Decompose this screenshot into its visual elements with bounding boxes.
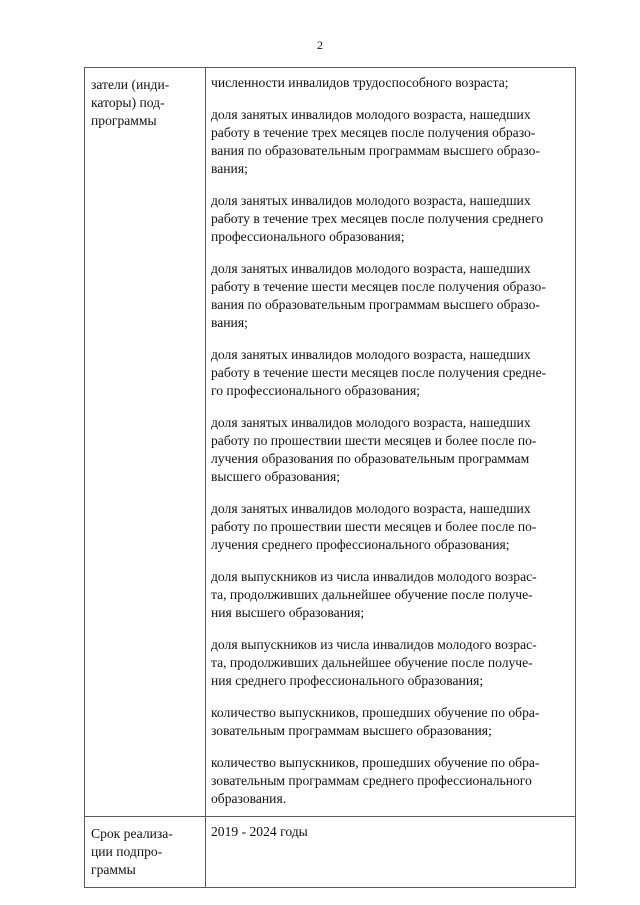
indicator-item bbox=[211, 704, 570, 740]
indicator-line: количество выпускников, прошедших обучение по обра- bbox=[211, 705, 540, 720]
indicator-line: доля занятых инвалидов молодого возраста, нашедших bbox=[211, 415, 531, 430]
table-row bbox=[85, 68, 576, 817]
row-label-cell bbox=[85, 817, 206, 888]
indicator-line: та, продолживших дальнейшее обучение после получе- bbox=[211, 655, 533, 670]
indicator-line: лучения образования по образовательным программам bbox=[211, 451, 530, 466]
row-label-line: затели (инди- bbox=[91, 77, 170, 92]
indicator-line: работу в течение трех месяцев после получения образо- bbox=[211, 125, 536, 140]
indicator-line: профессионального образования; bbox=[211, 229, 405, 244]
indicator-line: доля занятых инвалидов молодого возраста, нашедших bbox=[211, 347, 531, 362]
row-label-cell bbox=[85, 68, 206, 817]
indicator-item bbox=[211, 106, 570, 178]
indicator-line: ния высшего образования; bbox=[211, 605, 365, 620]
passport-table bbox=[84, 67, 576, 888]
indicator-line: доля выпускников из числа инвалидов молодого возрас- bbox=[211, 569, 537, 584]
row-label bbox=[91, 76, 201, 130]
indicator-line: работу в течение трех месяцев после получения среднего bbox=[211, 211, 544, 226]
indicator-line: численности инвалидов трудоспособного возраста; bbox=[211, 75, 509, 90]
indicator-line: высшего образования; bbox=[211, 469, 341, 484]
indicator-line: ния среднего профессионального образования; bbox=[211, 673, 484, 688]
page-number: 2 bbox=[317, 38, 323, 52]
indicator-line: доля выпускников из числа инвалидов молодого возрас- bbox=[211, 637, 537, 652]
row-content-cell bbox=[206, 68, 576, 817]
indicator-line: вания по образовательным программам высшего образо- bbox=[211, 297, 540, 312]
row-label bbox=[91, 825, 201, 879]
row-label-line: граммы bbox=[91, 862, 136, 877]
indicator-line: та, продолживших дальнейшее обучение после получе- bbox=[211, 587, 533, 602]
indicator-line: работу в течение шести месяцев после получения образо- bbox=[211, 279, 546, 294]
indicator-item bbox=[211, 414, 570, 486]
indicator-line: работу в течение шести месяцев после получения средне- bbox=[211, 365, 547, 380]
indicator-line: лучения среднего профессионального образования; bbox=[211, 537, 510, 552]
indicator-item bbox=[211, 823, 570, 841]
indicator-line: количество выпускников, прошедших обучение по обра- bbox=[211, 755, 540, 770]
indicator-line: работу по прошествии шести месяцев и более после по- bbox=[211, 519, 537, 534]
indicator-item bbox=[211, 192, 570, 246]
indicator-item bbox=[211, 74, 570, 92]
indicator-item bbox=[211, 346, 570, 400]
indicator-line: зовательным программам высшего образования; bbox=[211, 723, 492, 738]
indicator-line: образования. bbox=[211, 791, 287, 806]
row-content-cell bbox=[206, 817, 576, 888]
row-label-line: каторы) под- bbox=[91, 95, 165, 110]
passport-table-body bbox=[85, 68, 576, 888]
indicator-line: работу по прошествии шести месяцев и более после по- bbox=[211, 433, 537, 448]
row-label-line: Срок реализа- bbox=[91, 826, 173, 841]
indicator-line: вания; bbox=[211, 315, 248, 330]
indicator-line: доля занятых инвалидов молодого возраста, нашедших bbox=[211, 193, 531, 208]
indicator-line: го профессионального образования; bbox=[211, 383, 421, 398]
indicator-item bbox=[211, 754, 570, 808]
indicator-item bbox=[211, 568, 570, 622]
indicator-item bbox=[211, 636, 570, 690]
indicator-line: доля занятых инвалидов молодого возраста, нашедших bbox=[211, 107, 531, 122]
indicator-item bbox=[211, 500, 570, 554]
indicator-line: зовательным программам среднего профессионального bbox=[211, 773, 532, 788]
row-label-line: ции подпро- bbox=[91, 844, 163, 859]
table-row bbox=[85, 817, 576, 888]
indicator-line: 2019 - 2024 годы bbox=[211, 824, 308, 839]
indicator-line: доля занятых инвалидов молодого возраста, нашедших bbox=[211, 501, 531, 516]
indicator-line: вания; bbox=[211, 161, 248, 176]
indicator-line: вания по образовательным программам высшего образо- bbox=[211, 143, 540, 158]
row-label-line: программы bbox=[91, 113, 157, 128]
indicator-line: доля занятых инвалидов молодого возраста, нашедших bbox=[211, 261, 531, 276]
indicator-item bbox=[211, 260, 570, 332]
